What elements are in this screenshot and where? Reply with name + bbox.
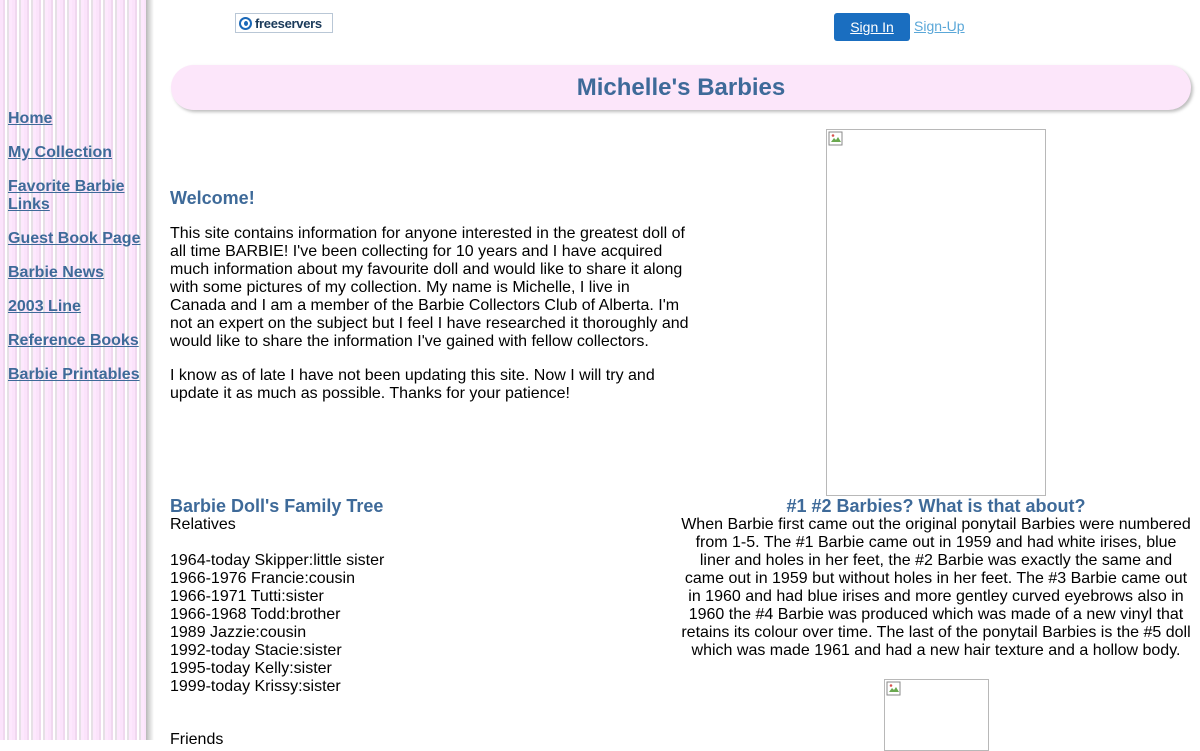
list-item: 1966-1976 Francie:cousin — [170, 570, 356, 587]
site-title: Michelle's Barbies — [576, 73, 786, 101]
ponytail-barbie-photo — [884, 679, 989, 751]
freeservers-logo-text: freeservers — [255, 15, 322, 31]
list-item: 1964-today Skipper:little sister — [170, 552, 385, 569]
sidebar-shadow — [146, 0, 154, 740]
list-item: 1995-today Kelly:sister — [170, 660, 332, 677]
nav-link-home[interactable]: Home — [8, 110, 53, 127]
freeservers-logo[interactable] — [235, 13, 333, 33]
list-item: 1999-today Krissy:sister — [170, 678, 341, 695]
family-tree-heading: Barbie Doll's Family Tree — [170, 496, 384, 516]
title-banner — [171, 65, 1191, 110]
numbered-barbies-text: When Barbie first came out the original ponytail Barbies were numbered from 1-5. The #1 Barbie came out in 1959 and had white irises, blue liner and holes in her feet, the #2 Barbie was exactly the same and came out in 1959 but without holes in her feet. The #3 Barbie came out in 1960 and had blue irises and more gentley curved eyebrows also in 1960 the #4 Barbie was produced which was made of a new vinyl that retains its colour over time. The last of the ponytail Barbies is the #5 doll which was made 1961 and had a new hair texture and a hollow body. — [681, 516, 1191, 659]
welcome-paragraph: This site contains information for anyone interested in the greatest doll of all time BARBIE! I've been collecting for 10 years and I have acquired much information about my favourite doll and would like to share it along with some pictures of my collection. My name is Michelle, I live in Canada and I am a member of the Barbie Collectors Club of Alberta. I'm not an expert on the subject but I feel I have researched it thoroughly and would like to share the information I've gained with fellow collectors. — [170, 225, 689, 350]
nav-link-guest-book-page[interactable]: Guest Book Page — [8, 230, 141, 247]
nav-link-reference-books[interactable]: Reference Books — [8, 332, 139, 349]
welcome-heading: Welcome! — [170, 188, 255, 208]
list-item: 1966-1971 Tutti:sister — [170, 588, 324, 605]
sign-up-link[interactable]: Sign-Up — [914, 18, 965, 34]
nav-link-my-collection[interactable]: My Collection — [8, 144, 113, 161]
update-note-paragraph: I know as of late I have not been updating this site. Now I will try and update it as much as possible. Thanks for your patience! — [170, 367, 655, 402]
freeservers-logo-icon — [239, 17, 252, 30]
relatives-list — [170, 552, 384, 696]
broken-image-icon — [828, 131, 844, 147]
nav-link-barbie-news[interactable]: Barbie News — [8, 264, 105, 281]
list-item: 1966-1968 Todd:brother — [170, 606, 341, 623]
sign-in-button[interactable]: Sign In — [834, 13, 910, 41]
broken-image-icon — [886, 681, 902, 697]
sidebar-nav — [8, 110, 146, 400]
nav-link-barbie-printables[interactable]: Barbie Printables — [8, 366, 140, 383]
list-item: 1992-today Stacie:sister — [170, 642, 342, 659]
collection-photo — [826, 129, 1046, 496]
list-item: 1989 Jazzie:cousin — [170, 624, 307, 641]
friends-label: Friends — [170, 731, 224, 748]
numbered-barbies-heading: #1 #2 Barbies? What is that about? — [786, 496, 1086, 516]
nav-link-2003-line[interactable]: 2003 Line — [8, 298, 81, 315]
relatives-label: Relatives — [170, 516, 236, 533]
nav-link-favorite-barbie-links[interactable]: Favorite Barbie Links — [8, 178, 125, 213]
